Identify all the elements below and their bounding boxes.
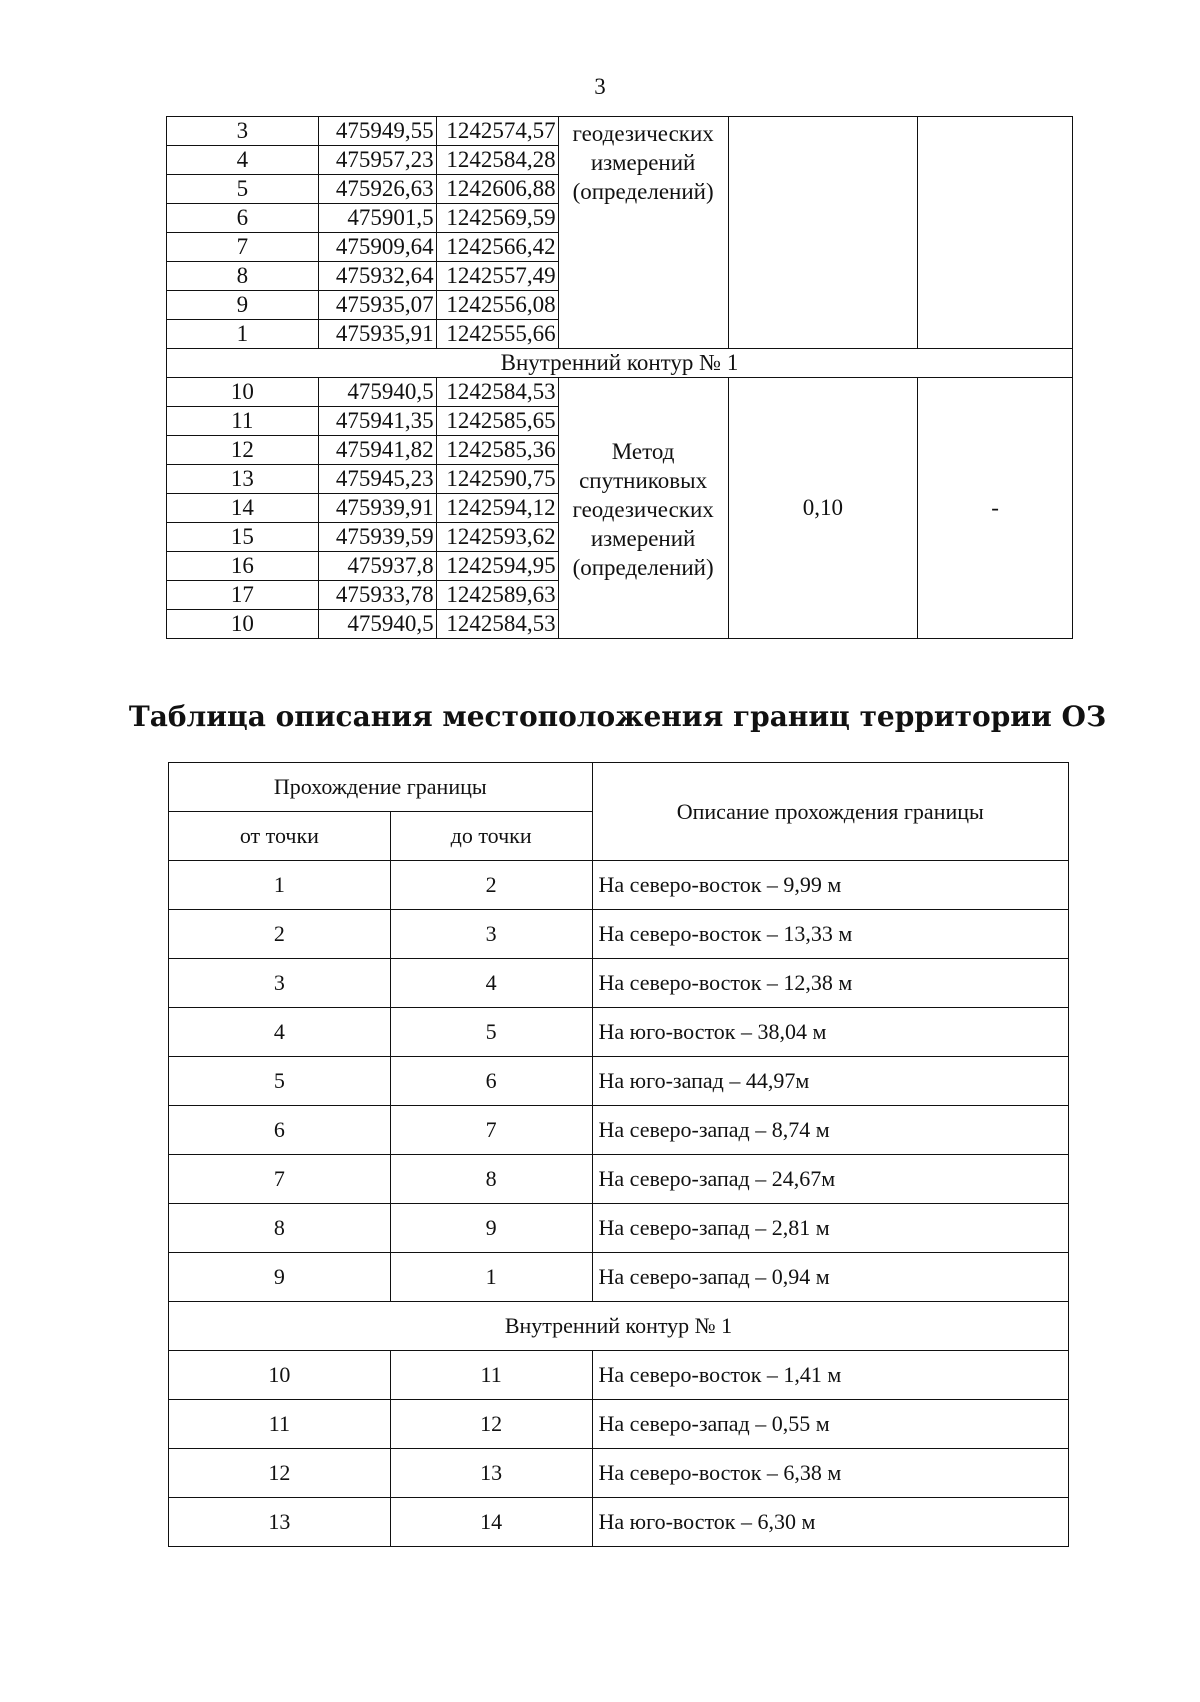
boundary-description: На северо-восток – 6,38 м — [592, 1449, 1068, 1498]
note-value: - — [918, 378, 1073, 639]
table-row — [169, 1449, 1069, 1498]
table-row — [169, 910, 1069, 959]
coord-x: 475957,23 — [318, 146, 436, 175]
to-point: 14 — [390, 1498, 592, 1547]
from-point: 3 — [169, 959, 391, 1008]
method-line: геодезических — [572, 121, 714, 146]
method-cell — [558, 378, 728, 639]
coord-y: 1242584,53 — [436, 378, 558, 407]
inner-contour-title: Внутренний контур № 1 — [167, 349, 1073, 378]
accuracy-cell — [728, 117, 918, 349]
from-point: 9 — [169, 1253, 391, 1302]
coord-row — [167, 117, 1073, 146]
method-cell — [558, 117, 728, 349]
table-row — [169, 1106, 1069, 1155]
point-number: 3 — [167, 117, 319, 146]
coord-y: 1242594,12 — [436, 494, 558, 523]
from-point: 1 — [169, 861, 391, 910]
coord-y: 1242555,66 — [436, 320, 558, 349]
point-number: 16 — [167, 552, 319, 581]
boundary-description: На северо-восток – 9,99 м — [592, 861, 1068, 910]
inner-contour-row — [167, 349, 1073, 378]
boundary-description: На юго-восток – 6,30 м — [592, 1498, 1068, 1547]
coord-x: 475949,55 — [318, 117, 436, 146]
from-point: 7 — [169, 1155, 391, 1204]
from-point: 5 — [169, 1057, 391, 1106]
point-number: 15 — [167, 523, 319, 552]
table-row — [169, 861, 1069, 910]
inner-contour-title: Внутренний контур № 1 — [169, 1302, 1069, 1351]
boundary-description: На юго-запад – 44,97м — [592, 1057, 1068, 1106]
boundary-description: На северо-восток – 12,38 м — [592, 959, 1068, 1008]
table-row — [169, 1498, 1069, 1547]
coord-y: 1242585,36 — [436, 436, 558, 465]
coord-x: 475933,78 — [318, 581, 436, 610]
table-row — [169, 1351, 1069, 1400]
method-line: измерений — [590, 150, 696, 175]
point-number: 5 — [167, 175, 319, 204]
point-number: 1 — [167, 320, 319, 349]
point-number: 10 — [167, 610, 319, 639]
boundary-description: На северо-восток – 13,33 м — [592, 910, 1068, 959]
point-number: 7 — [167, 233, 319, 262]
coord-y: 1242584,28 — [436, 146, 558, 175]
to-point: 1 — [390, 1253, 592, 1302]
method-line: (определений) — [572, 554, 714, 580]
coord-x: 475935,91 — [318, 320, 436, 349]
coord-x: 475939,59 — [318, 523, 436, 552]
coordinates-table — [166, 116, 1073, 639]
coord-y: 1242593,62 — [436, 523, 558, 552]
boundary-description: На северо-запад – 0,94 м — [592, 1253, 1068, 1302]
to-point: 11 — [390, 1351, 592, 1400]
to-point: 3 — [390, 910, 592, 959]
inner-contour-row — [169, 1302, 1069, 1351]
point-number: 12 — [167, 436, 319, 465]
to-point: 8 — [390, 1155, 592, 1204]
from-point: 12 — [169, 1449, 391, 1498]
method-line: (определений) — [572, 179, 714, 204]
to-point: 13 — [390, 1449, 592, 1498]
method-line: геодезических — [572, 496, 714, 522]
method-line: Метод — [611, 438, 675, 464]
coord-x: 475940,5 — [318, 378, 436, 407]
header-row — [169, 763, 1069, 812]
accuracy-value: 0,10 — [728, 378, 918, 639]
table-row — [169, 1155, 1069, 1204]
coord-y: 1242590,75 — [436, 465, 558, 494]
table-row — [169, 959, 1069, 1008]
coord-x: 475909,64 — [318, 233, 436, 262]
header-passage: Прохождение границы — [169, 763, 593, 812]
coord-y: 1242585,65 — [436, 407, 558, 436]
point-number: 10 — [167, 378, 319, 407]
coord-y: 1242589,63 — [436, 581, 558, 610]
boundary-description: На северо-запад – 2,81 м — [592, 1204, 1068, 1253]
to-point: 12 — [390, 1400, 592, 1449]
coord-x: 475901,5 — [318, 204, 436, 233]
section-heading: Таблица описания местоположения границ территории ОЗ — [128, 700, 1107, 733]
to-point: 6 — [390, 1057, 592, 1106]
from-point: 4 — [169, 1008, 391, 1057]
coord-y: 1242557,49 — [436, 262, 558, 291]
point-number: 11 — [167, 407, 319, 436]
point-number: 6 — [167, 204, 319, 233]
boundary-description: На северо-восток – 1,41 м — [592, 1351, 1068, 1400]
to-point: 2 — [390, 861, 592, 910]
to-point: 9 — [390, 1204, 592, 1253]
coord-y: 1242606,88 — [436, 175, 558, 204]
table-row — [169, 1253, 1069, 1302]
method-line: измерений — [590, 525, 696, 551]
from-point: 8 — [169, 1204, 391, 1253]
from-point: 10 — [169, 1351, 391, 1400]
coord-y: 1242574,57 — [436, 117, 558, 146]
note-cell — [918, 117, 1073, 349]
to-point: 7 — [390, 1106, 592, 1155]
point-number: 17 — [167, 581, 319, 610]
coord-x: 475941,82 — [318, 436, 436, 465]
header-description: Описание прохождения границы — [592, 763, 1068, 861]
from-point: 11 — [169, 1400, 391, 1449]
table-row — [169, 1008, 1069, 1057]
point-number: 4 — [167, 146, 319, 175]
coord-x: 475941,35 — [318, 407, 436, 436]
header-to: до точки — [390, 812, 592, 861]
coord-y: 1242566,42 — [436, 233, 558, 262]
coord-x: 475939,91 — [318, 494, 436, 523]
boundary-description: На юго-восток – 38,04 м — [592, 1008, 1068, 1057]
coord-x: 475937,8 — [318, 552, 436, 581]
header-from: от точки — [169, 812, 391, 861]
from-point: 2 — [169, 910, 391, 959]
coord-y: 1242556,08 — [436, 291, 558, 320]
table-row — [169, 1204, 1069, 1253]
page-number: 3 — [594, 74, 606, 99]
boundary-description: На северо-запад – 24,67м — [592, 1155, 1068, 1204]
point-number: 14 — [167, 494, 319, 523]
point-number: 9 — [167, 291, 319, 320]
coord-x: 475940,5 — [318, 610, 436, 639]
coord-y: 1242594,95 — [436, 552, 558, 581]
to-point: 5 — [390, 1008, 592, 1057]
coord-x: 475935,07 — [318, 291, 436, 320]
coord-row — [167, 378, 1073, 407]
coord-x: 475932,64 — [318, 262, 436, 291]
point-number: 13 — [167, 465, 319, 494]
point-number: 8 — [167, 262, 319, 291]
coord-x: 475945,23 — [318, 465, 436, 494]
boundary-description: На северо-запад – 0,55 м — [592, 1400, 1068, 1449]
to-point: 4 — [390, 959, 592, 1008]
table-row — [169, 1057, 1069, 1106]
from-point: 13 — [169, 1498, 391, 1547]
boundary-description-table — [168, 762, 1069, 1547]
method-line: спутниковых — [579, 467, 708, 493]
coord-y: 1242584,53 — [436, 610, 558, 639]
table-row — [169, 1400, 1069, 1449]
coord-x: 475926,63 — [318, 175, 436, 204]
from-point: 6 — [169, 1106, 391, 1155]
coord-y: 1242569,59 — [436, 204, 558, 233]
boundary-description: На северо-запад – 8,74 м — [592, 1106, 1068, 1155]
